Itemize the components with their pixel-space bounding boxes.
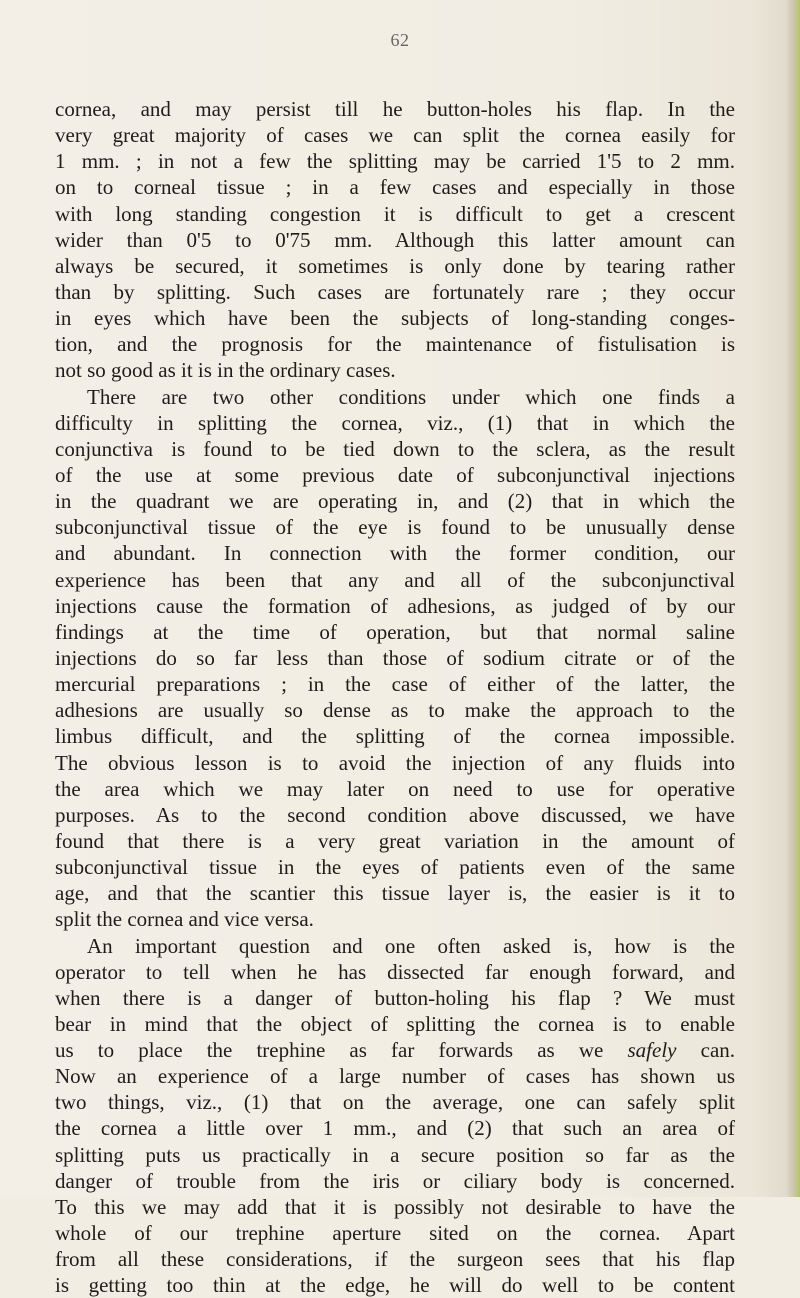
body-text [55, 96, 735, 1298]
text-line-with-emphasis [55, 1037, 735, 1063]
text-line: is getting too thin at the edge, he will do well to be content [55, 1273, 735, 1298]
text-line: splitting puts us practically in a secure position so far as the [55, 1142, 735, 1167]
text-line: 1 mm. ; in not a few the splitting may be carried 1'5 to 2 mm. [55, 149, 735, 174]
text-line: subconjunctival tissue of the eye is found to be unusually dense [55, 515, 735, 540]
text-line: conjunctiva is found to be tied down to the sclera, as the result [55, 436, 735, 461]
text-line: subconjunctival tissue in the eyes of patients even of the same [55, 855, 735, 880]
text-line: with long standing congestion it is difficult to get a crescent [55, 201, 735, 226]
emphasis-safely: safely [627, 1038, 677, 1063]
text-line: very great majority of cases we can split the cornea easily for [55, 123, 735, 148]
text-line: from all these considerations, if the surgeon sees that his flap [55, 1247, 735, 1272]
text-line: the area which we may later on need to use for operative [55, 776, 735, 801]
text-line: split the cornea and vice versa. [55, 907, 314, 932]
text-line: found that there is a very great variation in the amount of [55, 828, 735, 853]
text-line: difficulty in splitting the cornea, viz., (1) that in which the [55, 410, 735, 435]
text-line: operator to tell when he has dissected far enough forward, and [55, 959, 735, 984]
text-line: than by splitting. Such cases are fortunately rare ; they occur [55, 279, 735, 304]
text-line: injections do so far less than those of sodium citrate or of the [55, 645, 735, 670]
text-line: when there is a danger of button-holing his flap ? We must [55, 985, 735, 1010]
text-line: age, and that the scantier this tissue layer is, the easier is it to [55, 881, 735, 906]
text-line: mercurial preparations ; in the case of either of the latter, the [55, 672, 735, 697]
text-fragment: can. [700, 1038, 736, 1063]
text-line: on to corneal tissue ; in a few cases and especially in those [55, 175, 735, 200]
text-line: two things, viz., (1) that on the average, one can safely split [55, 1090, 735, 1115]
text-line: adhesions are usually so dense as to make the approach to the [55, 698, 735, 723]
text-line: cornea, and may persist till he button-holes his flap. In the [55, 97, 735, 121]
text-line: Now an experience of a large number of cases has shown us [55, 1064, 735, 1089]
text-line: in eyes which have been the subjects of long-standing conges- [55, 306, 735, 331]
text-line: limbus difficult, and the splitting of the cornea impossible. [55, 724, 735, 749]
page-number: 62 [390, 30, 410, 50]
text-line: tion, and the prognosis for the maintenance of fistulisation is [55, 332, 735, 357]
text-line: To this we may add that it is possibly not desirable to have the [55, 1194, 735, 1219]
page-edge-shadow [786, 0, 800, 1197]
text-line: in the quadrant we are operating in, and (2) that in which the [55, 489, 735, 514]
text-fragment: us to place the trephine as far forwards as we [55, 1038, 604, 1063]
text-line: injections cause the formation of adhesions, as judged of by our [55, 593, 735, 618]
paragraph-start-line: There are two other conditions under which one finds a [87, 384, 735, 409]
paragraph-start-line: An important question and one often asked is, how is the [87, 933, 735, 958]
text-line: and abundant. In connection with the former condition, our [55, 541, 735, 566]
text-line: experience has been that any and all of the subconjunctival [55, 567, 735, 592]
text-line: of the use at some previous date of subconjunctival injections [55, 462, 735, 487]
text-line: purposes. As to the second condition above discussed, we have [55, 802, 735, 827]
text-line: the cornea a little over 1 mm., and (2) that such an area of [55, 1116, 735, 1141]
text-line: The obvious lesson is to avoid the injection of any fluids into [55, 750, 735, 775]
text-line: not so good as it is in the ordinary cases. [55, 358, 396, 383]
text-line: findings at the time of operation, but that normal saline [55, 619, 735, 644]
text-line: whole of our trephine aperture sited on the cornea. Apart [55, 1221, 735, 1246]
text-line: bear in mind that the object of splitting the cornea is to enable [55, 1011, 735, 1036]
text-line: danger of trouble from the iris or ciliary body is concerned. [55, 1168, 735, 1193]
text-line: wider than 0'5 to 0'75 mm. Although this latter amount can [55, 227, 735, 252]
text-line: always be secured, it sometimes is only done by tearing rather [55, 253, 735, 278]
